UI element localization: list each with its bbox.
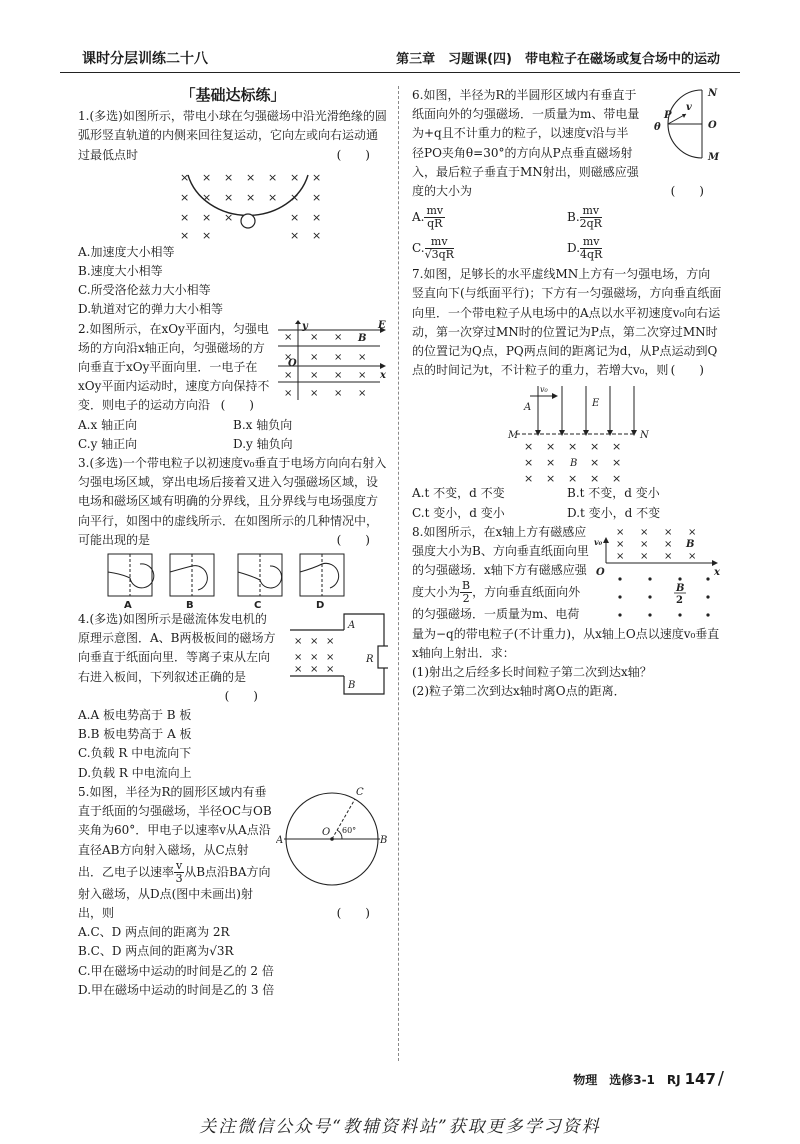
q7-label-v0: v₀ — [540, 385, 548, 395]
svg-text:×: × — [664, 526, 673, 538]
svg-text:×: × — [334, 331, 343, 343]
q7-answer-bracket: ( ) — [670, 363, 704, 378]
svg-text:×: × — [664, 550, 673, 562]
q2-option-a: A.x 轴正向 — [78, 417, 138, 432]
q7-option-c: C.t 变小，d 变小 — [412, 505, 505, 520]
svg-text:×: × — [664, 538, 673, 550]
svg-text:×: × — [294, 652, 303, 664]
q8-sub-question-2: (2)粒子第二次到达x轴时离O点的距离． — [412, 684, 626, 699]
q8-stem: 8.如图所示，在x轴上方有磁感应强度大小为B、方向垂直纸面向里的匀强磁场．x轴下方有磁感应强度大小为 $\frac{B}{2}$ ，方向垂直纸面向外的匀强磁场．一质量为m、电荷量为−q的带电粒子(不计重力)，从x轴上O点以速度v₀垂直x轴向上射出．求： — [412, 524, 720, 660]
svg-text:×: × — [284, 351, 293, 363]
svg-text:×: × — [326, 652, 335, 664]
q4-option-c: C.负载 R 中电流向下 — [78, 746, 192, 761]
q6-label-n: N — [708, 88, 718, 99]
q1-option-b: B.速度大小相等 — [78, 264, 163, 279]
header-rule — [60, 72, 740, 73]
q5-label-a: A — [276, 834, 284, 846]
svg-text:×: × — [524, 440, 534, 454]
svg-text:×: × — [310, 664, 319, 676]
q4-figure — [280, 610, 388, 698]
q3-label-b: B — [186, 600, 194, 611]
svg-text:×: × — [358, 369, 367, 381]
q4-option-b: B.B 板电势高于 A 板 — [78, 727, 192, 742]
q6-option-d: D. $\frac{mv}{4qR}$ — [567, 235, 603, 262]
q5-label-o: O — [322, 826, 331, 838]
q6-label-p: P — [664, 110, 672, 121]
svg-text:×: × — [310, 369, 319, 381]
q5-option-c: C.甲在磁场中运动的时间是乙的 2 倍 — [78, 963, 274, 978]
svg-text:×: × — [312, 210, 322, 224]
svg-text:×: × — [568, 472, 578, 485]
q2-figure — [276, 320, 388, 404]
question-7 — [412, 265, 722, 523]
q6-label-m: M — [708, 152, 720, 163]
q1-option-d: D.轨道对它的弹力大小相等 — [78, 302, 224, 317]
svg-text:×: × — [224, 170, 234, 184]
q8-label-bhalf-num: B — [676, 582, 685, 594]
q6-label-v: v — [686, 102, 692, 113]
q7-figure — [412, 380, 722, 484]
svg-text:×: × — [640, 550, 649, 562]
section-title: 「基础达标练」 — [180, 86, 286, 104]
q1-answer-bracket: ( ) — [336, 147, 370, 162]
q6-label-theta: θ — [654, 122, 661, 133]
svg-text:×: × — [284, 369, 293, 381]
q4-option-a: A.A 板电势高于 B 板 — [78, 708, 192, 723]
q5-stem: 5.如图，半径为R的圆形区域内有垂直于纸面的匀强磁场，半径OC与OB夹角为60°．甲电子以速率v从A点沿直径AB方向射入磁场，从C点射出．乙电子以速率 $\frac{v}{3}$ 从B点沿BA方向射入磁场，从D点(图中未画出)射出，则 ( ) — [78, 783, 388, 923]
q6-option-a: A. $\frac{mv}{qR}$ — [412, 204, 444, 231]
q8-sub-question-1: (1)射出之后经多长时间粒子第二次到达x轴？ — [412, 665, 652, 680]
q7-label-m: M — [508, 430, 519, 442]
q2-label-x: x — [380, 369, 386, 381]
q2-stem: 2.如图所示，在xOy平面内，匀强电场的方向沿x轴正向，匀强磁场的方向垂直于xOy平面向里．一电子在xOy平面内运动时，速度方向保持不变．则电子的运动方向沿 ( ) — [78, 320, 388, 416]
svg-text:×: × — [294, 664, 303, 676]
chapter-title: 第三章 习题课(四) 带电粒子在磁场或复合场中的运动 — [396, 52, 720, 67]
q3-figure — [78, 550, 388, 610]
svg-text:×: × — [546, 456, 556, 470]
q7-label-n: N — [640, 430, 649, 442]
q1-option-c: C.所受洛伦兹力大小相等 — [78, 283, 211, 298]
q5-label-c: C — [356, 786, 364, 798]
svg-text:×: × — [546, 440, 556, 454]
svg-text:×: × — [310, 351, 319, 363]
footer-subject: 物理 选修3-1 RJ — [573, 1073, 681, 1087]
page-header — [60, 40, 740, 70]
question-1 — [78, 107, 388, 319]
question-6 — [412, 86, 722, 261]
svg-text:×: × — [326, 664, 335, 676]
q8-label-x: x — [714, 566, 720, 578]
svg-text:×: × — [284, 331, 293, 343]
q8-label-b: B — [686, 538, 695, 550]
q7-label-b: B — [570, 458, 578, 470]
svg-text:×: × — [290, 210, 300, 224]
page-number: 147 — [684, 1070, 716, 1088]
svg-text:×: × — [590, 456, 600, 470]
q1-stem: 1.(多选)如图所示，带电小球在匀强磁场中沿光滑绝缘的圆弧形竖直轨道的内侧来回往复运动，它向左或向右运动通过最低点时 ( ) — [78, 107, 388, 165]
q2-answer-bracket: ( ) — [220, 398, 254, 413]
svg-text:×: × — [312, 170, 322, 184]
svg-text:×: × — [202, 190, 212, 204]
svg-text:×: × — [310, 652, 319, 664]
svg-text:×: × — [640, 538, 649, 550]
q5-option-b: B.C、D 两点间的距离为√3R — [78, 944, 234, 959]
q8-label-bhalf-den: 2 — [676, 594, 683, 606]
svg-text:×: × — [202, 170, 212, 184]
handwritten-banner: 关注微信公众号“教辅资料站”获取更多学习资料 — [199, 1117, 601, 1137]
q2-label-b: B — [358, 332, 367, 344]
svg-text:×: × — [546, 472, 556, 485]
q2-option-d: D.y 轴负向 — [233, 436, 293, 451]
svg-text:×: × — [688, 526, 697, 538]
footer-slash-icon: / — [717, 1068, 724, 1089]
q2-option-b: B.x 轴负向 — [233, 417, 293, 432]
q4-label-b: B — [348, 680, 356, 692]
svg-text:×: × — [224, 210, 234, 224]
q6-figure — [644, 86, 722, 164]
q3-stem: 3.(多选)一个带电粒子以初速度v₀垂直于电场方向向右射入匀强电场区域，穿出电场后接着又进入匀强磁场区域，设电场和磁场区域有明确的分界线，且分界线与电场强度方向平行，如图中的虚线所示．在如图所示的几种情况中，可能出现的是 ( ) — [78, 454, 388, 550]
q1-figure — [78, 165, 388, 243]
svg-text:×: × — [284, 387, 293, 399]
q3-answer-bracket: ( ) — [336, 532, 370, 547]
q4-answer-bracket: ( ) — [224, 688, 258, 703]
svg-text:×: × — [224, 190, 234, 204]
question-8 — [412, 523, 722, 702]
q2-label-o: O — [288, 357, 297, 369]
left-column — [78, 86, 388, 1000]
q3-label-c: C — [254, 600, 262, 611]
q6-option-b: B. $\frac{mv}{2qR}$ — [567, 204, 602, 231]
right-column — [412, 86, 722, 701]
svg-text:×: × — [358, 387, 367, 399]
q8-label-o: O — [596, 566, 605, 578]
page-footer — [573, 1068, 724, 1089]
q6-stem: 6.如图，半径为R的半圆形区域内有垂直于纸面向外的匀强磁场．一质量为m、带电量为+q且不计重力的粒子，以速度v沿与半径PO夹角θ=30°的方向从P点垂直磁场射入，最后粒子垂直于MN射出，则磁感应强度的大小为 ( ) — [412, 86, 722, 201]
svg-text:×: × — [180, 228, 190, 242]
svg-text:×: × — [246, 190, 256, 204]
svg-text:×: × — [612, 456, 622, 470]
lesson-title: 课时分层训练二十八 — [82, 51, 208, 67]
q4-option-d: D.负载 R 中电流向上 — [78, 765, 192, 780]
q4-label-a: A — [348, 620, 356, 632]
svg-text:×: × — [294, 636, 303, 648]
svg-text:×: × — [568, 440, 578, 454]
svg-text:×: × — [326, 636, 335, 648]
svg-text:×: × — [202, 210, 212, 224]
svg-text:×: × — [180, 170, 190, 184]
q5-figure — [276, 783, 388, 895]
svg-text:×: × — [268, 170, 278, 184]
q2-label-e: E — [378, 319, 386, 331]
q5-label-b: B — [380, 834, 388, 846]
svg-text:×: × — [688, 550, 697, 562]
q5-answer-bracket: ( ) — [336, 905, 370, 920]
svg-text:×: × — [616, 526, 625, 538]
svg-text:×: × — [310, 387, 319, 399]
q4-label-r: R — [366, 654, 374, 666]
svg-text:×: × — [590, 440, 600, 454]
svg-text:×: × — [312, 190, 322, 204]
q6-label-o: O — [708, 120, 717, 131]
svg-text:×: × — [180, 210, 190, 224]
svg-text:×: × — [268, 190, 278, 204]
question-4 — [78, 610, 388, 783]
svg-text:×: × — [612, 440, 622, 454]
q6-answer-bracket: ( ) — [670, 184, 704, 199]
svg-text:×: × — [290, 228, 300, 242]
svg-text:×: × — [290, 190, 300, 204]
svg-text:×: × — [310, 636, 319, 648]
q5-option-a: A.C、D 两点间的距离为 2R — [78, 925, 230, 940]
svg-text:×: × — [524, 472, 534, 485]
svg-text:×: × — [524, 456, 534, 470]
q3-label-d: D — [316, 600, 325, 611]
column-divider — [398, 86, 399, 1061]
q5-option-d: D.甲在磁场中运动的时间是乙的 3 倍 — [78, 982, 275, 997]
q7-option-b: B.t 不变，d 变小 — [567, 486, 660, 501]
svg-text:×: × — [616, 538, 625, 550]
svg-text:×: × — [334, 369, 343, 381]
svg-text:×: × — [612, 472, 622, 485]
question-3 — [78, 454, 388, 610]
q7-stem: 7.如图，足够长的水平虚线MN上方有一匀强电场，方向竖直向下(与纸面平行)；下方有一匀强磁场，方向垂直纸面向里．一个带电粒子从电场中的A点以水平初速度v₀向右运动，第一次穿过MN时的位置记为P点，第二次穿过MN时的位置记为Q点，PQ两点间的距离记为d，从P点运动到Q点的时间记为t，不计粒子的重力，若增大v₀，则 ( ) — [412, 265, 722, 380]
q8-label-v0: v₀ — [594, 536, 603, 547]
svg-text:×: × — [246, 170, 256, 184]
q1-option-a: A.加速度大小相等 — [78, 244, 175, 259]
svg-text:×: × — [334, 387, 343, 399]
q5-fraction: $\frac{v}{3}$ — [175, 858, 183, 885]
q6-option-c: C. $\frac{mv}{√3qR}$ — [412, 235, 454, 262]
q8-figure — [594, 523, 722, 623]
svg-text:×: × — [180, 190, 190, 204]
q7-option-d: D.t 变小，d 不变 — [567, 505, 661, 520]
svg-text:×: × — [334, 351, 343, 363]
q8-fraction: $\frac{B}{2}$ — [462, 579, 471, 606]
svg-text:×: × — [640, 526, 649, 538]
q4-stem: 4.(多选)如图所示是磁流体发电机的原理示意图．A、B两极板间的磁场方向垂直于纸面向里．等离子束从左向右进入板间，下列叙述正确的是 ( ) — [78, 610, 388, 687]
question-5 — [78, 783, 388, 1000]
question-2 — [78, 320, 388, 454]
svg-text:×: × — [616, 550, 625, 562]
q2-option-c: C.y 轴正向 — [78, 436, 138, 451]
svg-text:×: × — [590, 472, 600, 485]
q5-label-angle: 60° — [342, 825, 357, 835]
q7-option-a: A.t 不变，d 不变 — [412, 486, 505, 501]
q2-label-y: y — [302, 320, 308, 332]
svg-text:×: × — [310, 331, 319, 343]
svg-text:×: × — [202, 228, 212, 242]
q3-label-a: A — [124, 600, 132, 611]
svg-text:×: × — [290, 170, 300, 184]
svg-text:×: × — [358, 351, 367, 363]
q7-label-a: A — [524, 402, 532, 414]
svg-text:×: × — [312, 228, 322, 242]
q7-label-e: E — [592, 398, 600, 410]
